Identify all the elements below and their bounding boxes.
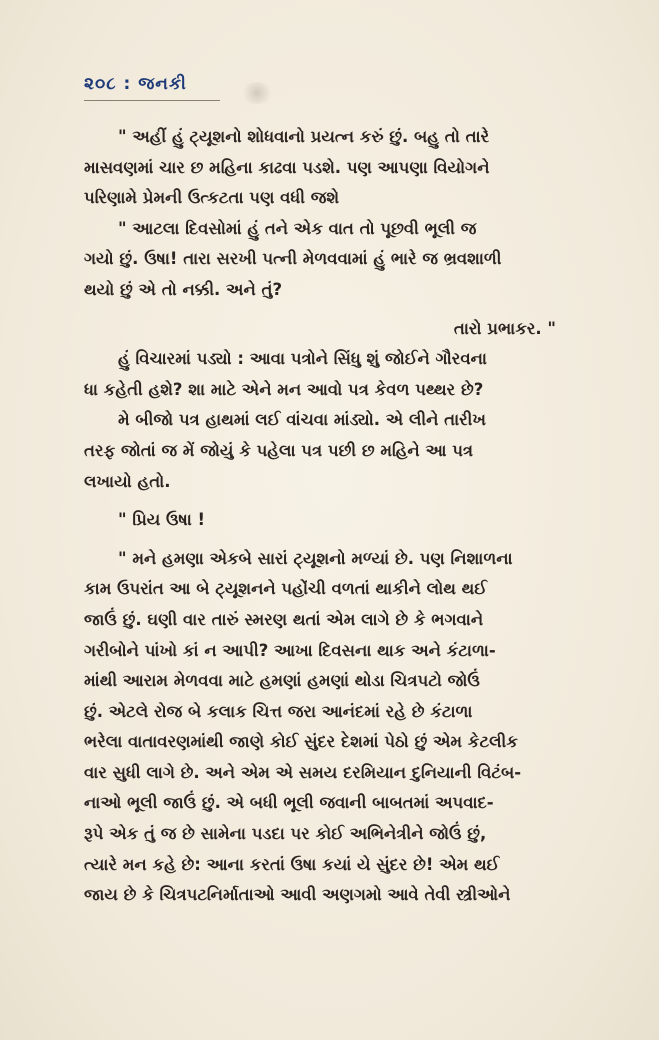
text-line: નાઓ ભૂલી જાઉં છું. એ બધી ભૂલી જવાની બાબતમાં અપવાદ- — [84, 793, 494, 813]
text-line: માંથી આરામ મેળવવા માટે હમણાં હમણાં થોડા ચિત્રપટો જોઉં — [84, 671, 480, 691]
text-line: પરિણામે પ્રેમની ઉત્કટતા પણ વધી જશે — [84, 188, 340, 208]
page-header: ૨૦૮ : જનકી — [84, 74, 187, 94]
text-line: કામ ઉપરાંત આ બે ટ્યૂશનને પહોંચી વળતાં થાકીને લોથ થઈ — [84, 579, 488, 599]
page-body — [84, 122, 624, 911]
text-line: જાઉં છું. ઘણી વાર તારું સ્મરણ થતાં એમ લાગે છે કે ભગવાને — [84, 609, 484, 629]
text-line: રૂપે એક તું જ છે સામેના પડદા પર કોઈ અભિનેત્રીને જોઉં છું, — [84, 824, 487, 844]
text-line: વાર સુધી લાગે છે. અને એમ એ સમય દરમિયાન દુનિયાની વિટંબ- — [84, 762, 522, 782]
letter-salutation: " પ્રિય ઉષા ! — [118, 510, 206, 530]
text-line: જાય છે કે ચિત્રપટનિર્માતાઓ આવી અણગમો આવે તેવી સ્ત્રીઓને — [84, 885, 511, 905]
ink-smudge — [240, 82, 274, 104]
text-line: ભરેલા વાતાવરણમાંથી જાણે કોઈ સુંદર દેશમાં પેઠો છું એમ કેટલીક — [84, 732, 518, 752]
letter-signature: તારો પ્રભાકર. " — [453, 318, 556, 338]
header-rule — [84, 100, 220, 101]
text-line: હું વિચારમાં પડ્યો : આવા પત્રોને સિંધુ શું જોઈને ગૌરવના — [118, 349, 487, 369]
text-line: મે બીજો પત્ર હાથમાં લઈ વાંચવા માંડ્યો. એ લીને તારીખ — [118, 410, 486, 430]
text-line: થયો છું એ તો નક્કી. અને તું? — [84, 279, 283, 299]
text-line: " અહીં હું ટ્યૂશનો શોધવાનો પ્રયત્ન કરું છું. બહુ તો તારે — [118, 127, 490, 146]
text-line: ત્યારે મન કહે છે: આના કરતાં ઉષા કયાં યે સુંદર છે! એમ થઈ — [84, 854, 500, 874]
text-line: તરફ જોતાં જ મેં જોયું કે પહેલા પત્ર પછી છ મહિને આ પત્ર — [84, 440, 474, 460]
text-line: છું. એટલે રોજ બે કલાક ચિત્ત જરા આનંદમાં રહે છે કંટાળા — [84, 701, 473, 721]
text-line: માસવણમાં ચાર છ મહિના કાઢવા પડશે. પણ આપણા વિયોગને — [84, 157, 490, 177]
text-line: " આટલા દિવસોમાં હું તને એક વાત તો પૂછવી ભૂલી જ — [118, 218, 477, 238]
text-line: ગયો છું. ઉષા! તારા સરખી પત્ની મેળવવામાં હું ભારે જ ભ્રવશાળી — [84, 249, 502, 269]
text-line: ગરીબોને પાંખો કાં ન આપી? આખા દિવસના થાક અને કંટાળા- — [84, 640, 496, 660]
text-line: " મને હમણા એકબે સારાં ટ્યૂશનો મળ્યાં છે. પણ નિશાળના — [118, 548, 513, 568]
text-line: લખાયો હતો. — [84, 471, 171, 491]
text-line: ધા કહેતી હશે? શા માટે એને મન આવો પત્ર કેવળ પથ્થર છે? — [84, 379, 484, 399]
